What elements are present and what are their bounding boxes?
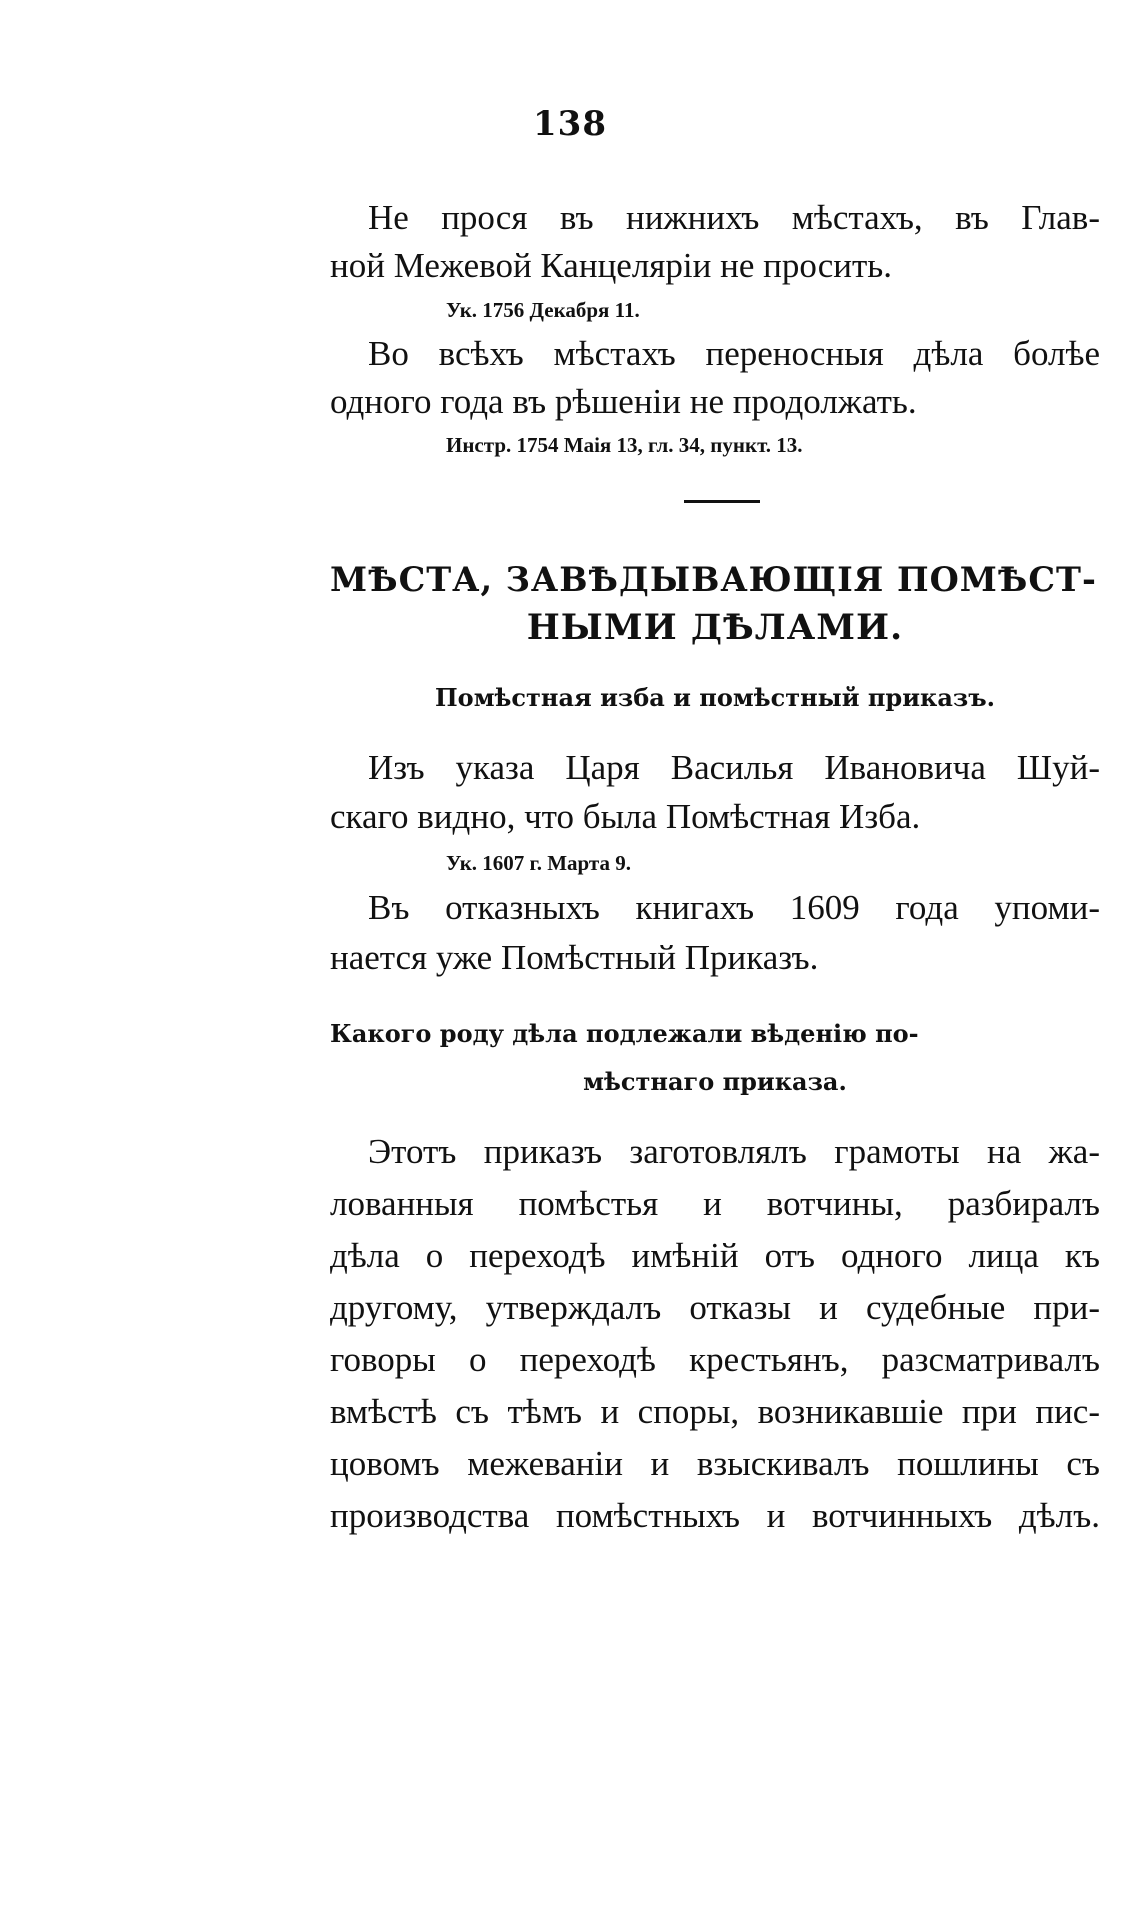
paragraph-line: нается уже Помѣстный Приказъ. (330, 938, 819, 977)
paragraph-line: вмѣстѣ съ тѣмъ и споры, возникавшіе при пис- (330, 1392, 1100, 1431)
subheading: Какого роду дѣла подлежали вѣденію по- (330, 1019, 919, 1048)
subheading: Помѣстная изба и помѣстный приказъ. (435, 683, 995, 712)
paragraph-line: говоры о переходѣ крестьянъ, разсматривалъ (330, 1340, 1100, 1379)
citation: Ук. 1607 г. Марта 9. (446, 851, 632, 875)
section-divider (684, 500, 760, 503)
paragraph-line: другому, утверждалъ отказы и судебные при- (330, 1288, 1100, 1327)
paragraph-line: Не прося въ нижнихъ мѣстахъ, въ Глав- (368, 198, 1100, 237)
paragraph-line: скаго видно, что была Помѣстная Изба. (330, 797, 921, 836)
citation: Ук. 1756 Декабря 11. (446, 298, 640, 322)
paragraph-line: Въ отказныхъ книгахъ 1609 года упоми- (368, 888, 1100, 927)
citation: Инстр. 1754 Маія 13, гл. 34, пункт. 13. (446, 433, 803, 457)
paragraph-line: Изъ указа Царя Василья Ивановича Шуй- (368, 748, 1100, 787)
paragraph-line: дѣла о переходѣ имѣній отъ одного лица къ (330, 1236, 1100, 1275)
paragraph-line: цовомъ межеваніи и взыскивалъ пошлины съ (330, 1444, 1100, 1483)
paragraph-line: производства помѣстныхъ и вотчинныхъ дѣлъ. (330, 1496, 1100, 1535)
section-heading: МѢСТА, ЗАВѢДЫВАЮЩІЯ ПОМѢСТ- (330, 560, 1097, 599)
paragraph-line: ной Межевой Канцеляріи не просить. (330, 246, 892, 285)
paragraph-line: лованныя помѣстья и вотчины, разбиралъ (330, 1184, 1100, 1223)
paragraph-line: Этотъ приказъ заготовлялъ грамоты на жа- (368, 1132, 1100, 1171)
section-heading: НЫМИ ДѢЛАМИ. (526, 607, 904, 648)
page-number: 138 (533, 104, 607, 144)
paragraph-line: одного года въ рѣшеніи не продолжать. (330, 382, 917, 421)
subheading: мѣстнаго приказа. (583, 1067, 847, 1096)
paragraph-line: Во всѣхъ мѣстахъ переносныя дѣла болѣе (368, 334, 1100, 373)
